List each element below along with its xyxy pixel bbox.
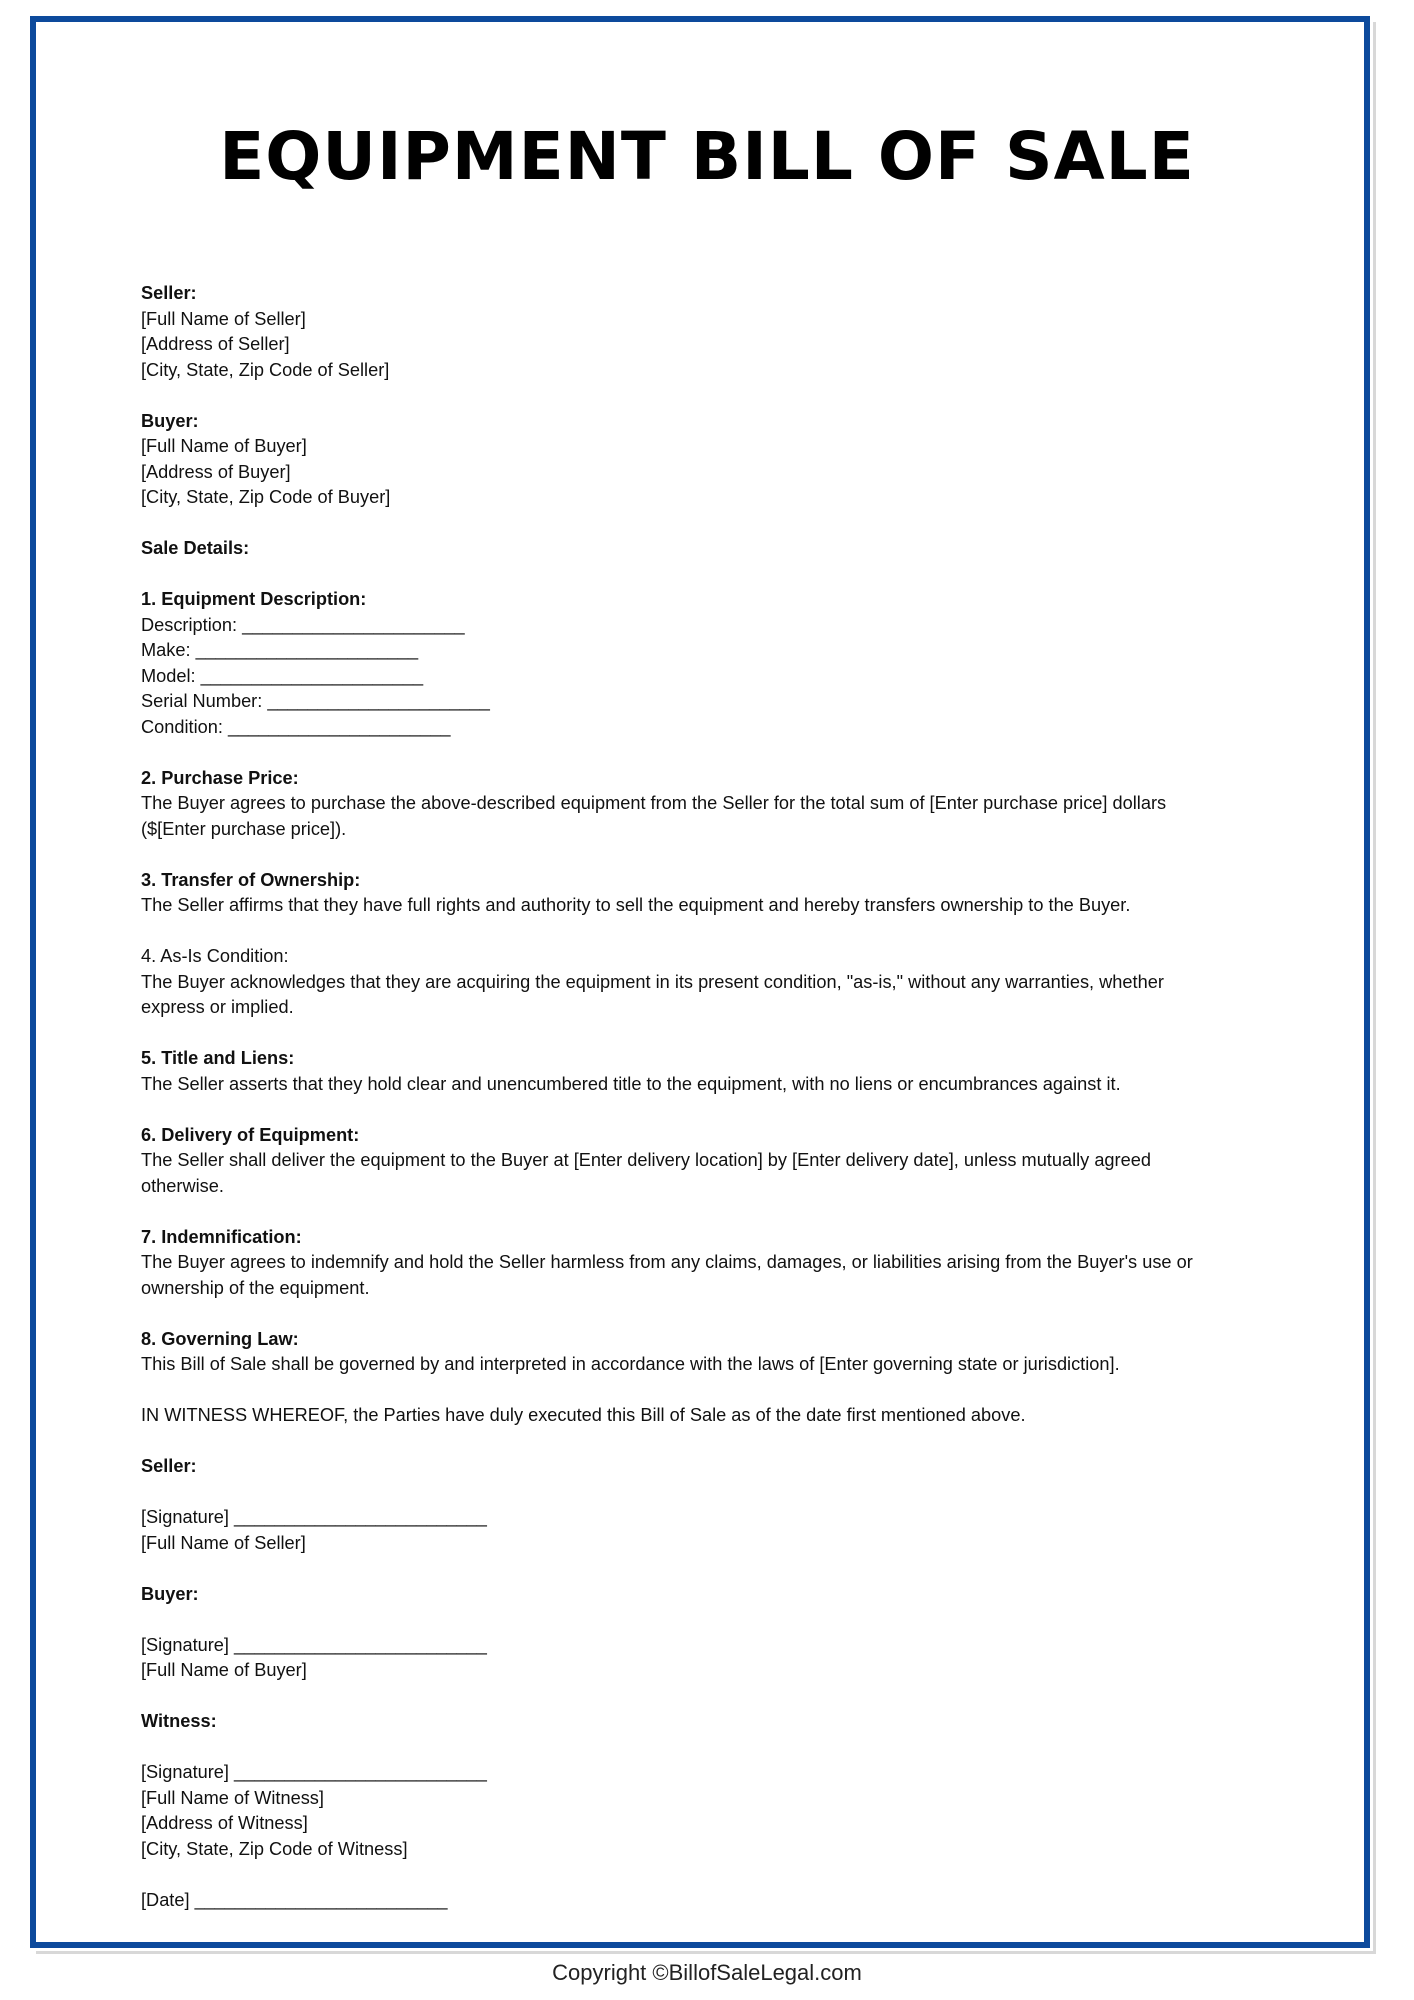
section-text: The Buyer agrees to purchase the above-described equipment from the Seller for the total sum of [Enter purchase price] dollars [141, 793, 1167, 813]
section-text: express or implied. [141, 997, 294, 1017]
signer-name: [Full Name of Seller] [141, 1532, 306, 1553]
equipment-heading: 1. Equipment Description: [141, 589, 367, 609]
seller-city-state-zip: [City, State, Zip Code of Seller] [141, 359, 390, 380]
section-text: ($[Enter purchase price]). [141, 818, 347, 839]
section-text: The Seller asserts that they hold clear and unencumbered title to the equipment, with no liens or encumbrances against it. [141, 1073, 1121, 1094]
witness-name: [Full Name of Witness] [141, 1787, 324, 1808]
section-text: The Buyer agrees to indemnify and hold the Seller harmless from any claims, damages, or liabilities arising from the Buyer's use or [141, 1252, 1193, 1272]
witness-signature-block [141, 1709, 1261, 1862]
seller-heading: Seller: [141, 283, 197, 303]
equipment-make-field: Make: ______________________ [141, 640, 419, 660]
seller-address: [Address of Seller] [141, 334, 290, 354]
witness-statement: IN WITNESS WHEREOF, the Parties have duly executed this Bill of Sale as of the date first mentioned above. [141, 1405, 1026, 1425]
signature-line: [Signature] _________________________ [141, 1634, 487, 1655]
equipment-description-section [141, 587, 1261, 740]
governing-law-section [141, 1327, 1261, 1378]
sale-details-heading: Sale Details: [141, 538, 250, 558]
as-is-condition-section [141, 944, 1261, 1021]
witness-city-state-zip: [City, State, Zip Code of Witness] [141, 1838, 408, 1859]
document-title: EQUIPMENT BILL OF SALE [219, 118, 1195, 195]
signature-heading: Buyer: [141, 1583, 199, 1604]
buyer-heading: Buyer: [141, 410, 199, 431]
equipment-condition-field: Condition: ______________________ [141, 716, 451, 737]
seller-block [141, 281, 1261, 383]
section-heading: 5. Title and Liens: [141, 1048, 295, 1068]
signature-heading: Seller: [141, 1456, 197, 1476]
seller-name: [Full Name of Seller] [141, 308, 306, 329]
section-text: ownership of the equipment. [141, 1277, 370, 1298]
date-line: [Date] _________________________ [141, 1889, 448, 1910]
section-text: The Buyer acknowledges that they are acquiring the equipment in its present condition, "as-is," without any warranties, whether [141, 971, 1164, 992]
equipment-description-field: Description: ______________________ [141, 614, 465, 635]
section-text: The Seller shall deliver the equipment to the Buyer at [Enter delivery location] by [Enter delivery date], unless mutually agreed [141, 1150, 1151, 1170]
purchase-price-section [141, 766, 1261, 843]
section-heading: 8. Governing Law: [141, 1328, 299, 1349]
signature-heading: Witness: [141, 1711, 217, 1731]
copyright-footer: Copyright ©BillofSaleLegal.com [552, 1960, 862, 1985]
equipment-serial-number-field: Serial Number: ______________________ [141, 691, 490, 711]
witness-address: [Address of Witness] [141, 1813, 308, 1833]
buyer-address: [Address of Buyer] [141, 461, 291, 482]
buyer-city-state-zip: [City, State, Zip Code of Buyer] [141, 487, 391, 507]
section-text: otherwise. [141, 1175, 224, 1196]
transfer-of-ownership-section [141, 868, 1261, 919]
buyer-block [141, 409, 1261, 511]
equipment-model-field: Model: ______________________ [141, 665, 424, 686]
section-heading: 7. Indemnification: [141, 1226, 302, 1247]
section-text: The Seller affirms that they have full rights and authority to sell the equipment and hereby transfers ownership to the Buyer. [141, 895, 1131, 915]
buyer-signature-block [141, 1582, 1261, 1684]
section-heading: 6. Delivery of Equipment: [141, 1124, 360, 1145]
section-heading: 3. Transfer of Ownership: [141, 869, 361, 890]
section-heading: 4. As-Is Condition: [141, 946, 289, 966]
section-heading: 2. Purchase Price: [141, 767, 299, 788]
indemnification-section [141, 1225, 1261, 1302]
signature-line: [Signature] _________________________ [141, 1507, 487, 1527]
section-text: This Bill of Sale shall be governed by and interpreted in accordance with the laws of [Enter governing state or jurisdiction]. [141, 1354, 1120, 1374]
buyer-name: [Full Name of Buyer] [141, 436, 307, 456]
signer-name: [Full Name of Buyer] [141, 1660, 307, 1680]
signature-line: [Signature] _________________________ [141, 1762, 487, 1782]
delivery-of-equipment-section [141, 1123, 1261, 1200]
document-body [141, 281, 1261, 1913]
seller-signature-block [141, 1454, 1261, 1556]
title-and-liens-section [141, 1046, 1261, 1097]
